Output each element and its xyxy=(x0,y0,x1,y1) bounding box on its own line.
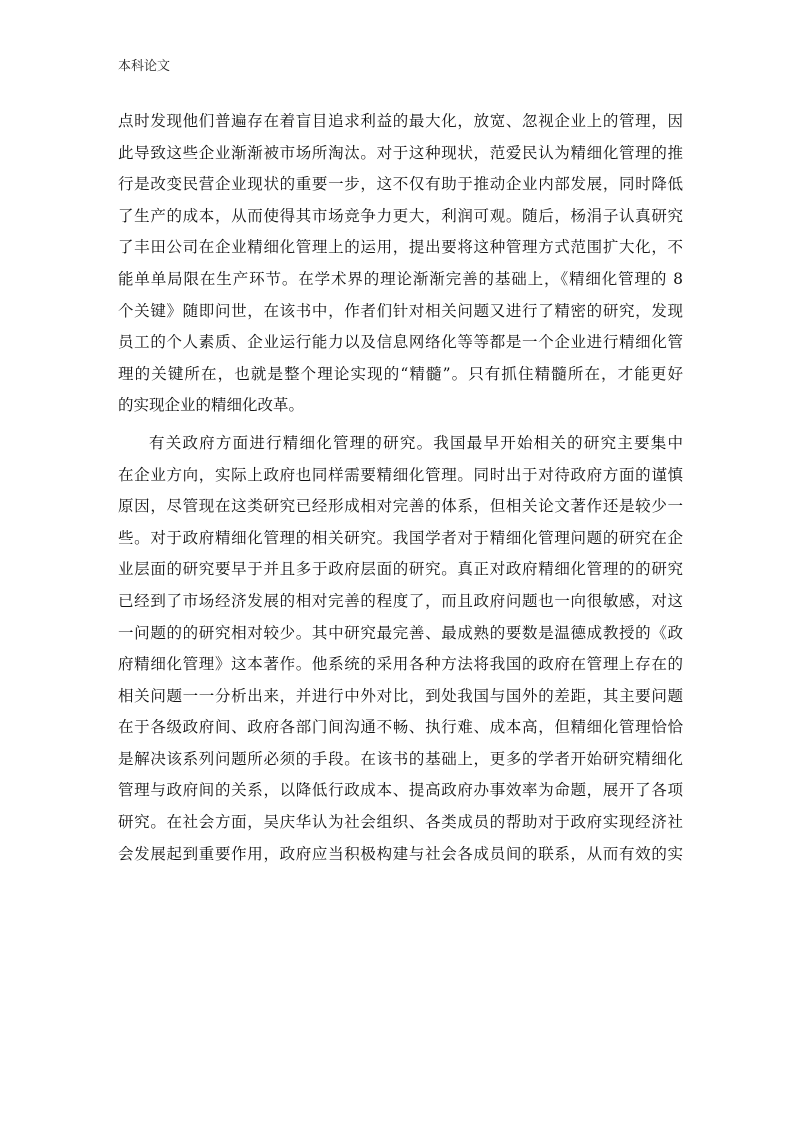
text-line: 行是改变民营企业现状的重要一步，这不仅有助于推动企业内部发展，同时降低 xyxy=(118,175,683,194)
text-line: 已经到了市场经济发展的相对完善的程度了，而且政府问题也一向很敏感，对这 xyxy=(118,591,683,610)
text-line: 研究。在社会方面，吴庆华认为社会组织、各类成员的帮助对于政府实现经济社 xyxy=(118,813,683,832)
page-header: 本科论文 xyxy=(118,59,171,74)
text-line: 在于各级政府间、政府各部门间沟通不畅、执行难、成本高，但精细化管理恰恰 xyxy=(118,718,683,737)
text-line: 员工的个人素质、企业运行能力以及信息网络化等等都是一个企业进行精细化管 xyxy=(118,333,683,352)
text-line: 的实现企业的精细化改革。 xyxy=(118,396,305,415)
text-line: 些。对于政府精细化管理的相关研究。我国学者对于精细化管理问题的研究在企 xyxy=(118,528,683,547)
text-line: 点时发现他们普遍存在着盲目追求利益的最大化，放宽、忽视企业上的管理，因 xyxy=(118,112,683,130)
text-line: 个关键》随即问世，在该书中，作者们针对相关问题又进行了精密的研究，发现 xyxy=(118,301,683,320)
text-line: 相关问题一一分析出来，并进行中外对比，到处我国与国外的差距，其主要问题 xyxy=(118,686,683,705)
text-line: 在企业方向，实际上政府也同样需要精细化管理。同时出于对待政府方面的谨慎 xyxy=(118,465,683,484)
body-text xyxy=(118,106,683,870)
text-line: 此导致这些企业渐渐被市场所淘汰。对于这种现状，范爱民认为精细化管理的推 xyxy=(118,143,683,162)
paragraph-2 xyxy=(118,428,683,870)
text-line: 原因，尽管现在这类研究已经形成相对完善的体系，但相关论文著作还是较少一 xyxy=(118,497,683,516)
text-line: 理的关键所在，也就是整个理论实现的“精髓”。只有抓住精髓所在，才能更好 xyxy=(118,364,683,383)
text-line: 会发展起到重要作用，政府应当积极构建与社会各成员间的联系，从而有效的实 xyxy=(118,844,683,863)
text-line: 了丰田公司在企业精细化管理上的运用，提出要将这种管理方式范围扩大化，不 xyxy=(118,238,683,257)
paragraph-1 xyxy=(118,106,683,422)
text-line: 府精细化管理》这本著作。他系统的采用各种方法将我国的政府在管理上存在的 xyxy=(118,655,683,674)
text-line: 是解决该系列问题所必须的手段。在该书的基础上，更多的学者开始研究精细化 xyxy=(118,749,683,768)
text-line: 能单单局限在生产环节。在学术界的理论渐渐完善的基础上，《精细化管理的 8 xyxy=(118,269,683,288)
text-line: 了生产的成本，从而使得其市场竞争力更大，利润可观。随后，杨涓子认真研究 xyxy=(118,206,683,225)
text-line: 管理与政府间的关系，以降低行政成本、提高政府办事效率为命题，展开了各项 xyxy=(118,781,683,800)
text-line: 有关政府方面进行精细化管理的研究。我国最早开始相关的研究主要集中 xyxy=(149,433,683,452)
text-line: 业层面的研究要早于并且多于政府层面的研究。真正对政府精细化管理的的研究 xyxy=(118,560,683,579)
text-line: 一问题的的研究相对较少。其中研究最完善、最成熟的要数是温德成教授的《政 xyxy=(118,623,683,642)
